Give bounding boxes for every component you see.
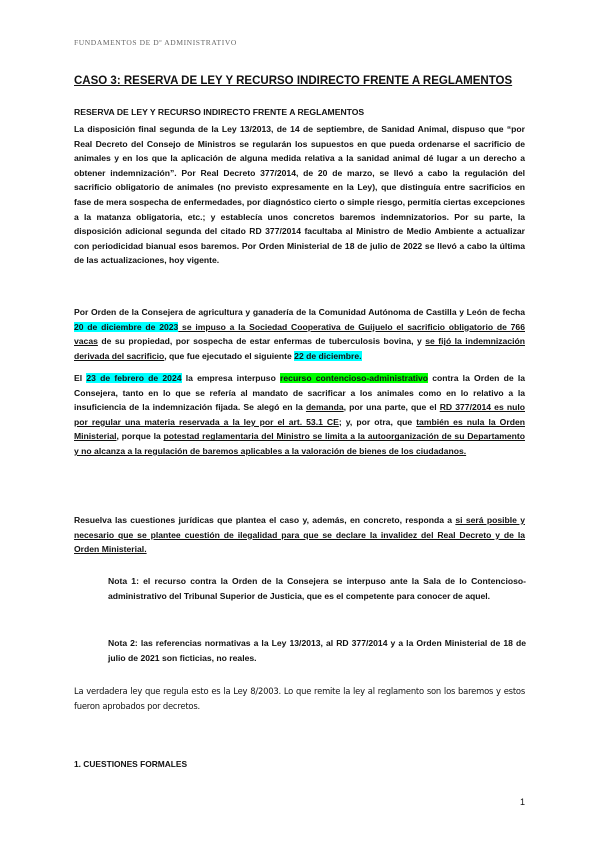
section-heading: 1. CUESTIONES FORMALES [74,759,188,769]
p4-a: Resuelva las cuestiones jurídicas que plantea el caso y, además, en concreto, responda a [74,515,456,525]
p3-a: El [74,373,87,383]
paragraph-question [74,513,525,557]
paragraph-appeal [74,371,525,459]
note-2-text: Nota 2: las referencias normativas a la Ley 13/2013, al RD 377/2014 y a la Orden Ministerial de 18 de julio de 2021 son ficticias, no reales. [108,638,526,663]
p2-date-highlight: 20 de diciembre de 2023 [74,321,179,332]
page-number: 1 [520,797,526,807]
p3-g: , por una parte, que el [343,402,440,413]
p3-e: contra la Orden de la Consejera, tanto en lo que se refería al mandato de sacrificar a los animales como en lo relativo a la insuficiencia de la indemnización fijada. Se alegó en la [74,373,525,413]
p3-i: ; y, por otra, que [338,416,417,427]
p2-d: de su propiedad, por sospecha de estar enfermas de tuberculosis bovina, y [97,336,426,347]
p2-execution-date-highlight: 22 de diciembre. [294,350,362,361]
p2-a: Por Orden de la Consejera de agricultura y ganadería de la Comunidad Autónoma de Castilla y León de fecha [74,307,525,317]
handwritten-annotation: La verdadera ley que regula esto es la Ley 8/2003. Lo que remite la ley al reglamento son los baremos y estos fueron aprobados por decretos. [74,686,525,711]
case-title: CASO 3: RESERVA DE LEY Y RECURSO INDIRECTO FRENTE A REGLAMENTOS [74,75,513,87]
paragraph-background-text: La disposición final segunda de la Ley 13/2013, de 14 de septiembre, de Sanidad Animal, dispuso que “por Real Decreto del Consejo de Ministros se regularán los supuestos en que pueda ordenarse el sacrificio de animales y en los que la aplicación de alguna medida relativa a la sanidad animal dé lugar a un derecho a obtener indemnización”. Por Real Decreto 377/2014, de 20 de marzo, se llevó a cabo la regulación del sacrificio obligatorio de animales (no previsto expresamente en la Ley), que distinguía entre sacrificios en fase de mera sospecha de enfermedades, por diagnóstico cierto o simple riesgo, permitía ciertas excepciones a la matanza obligatoria, etc.; y establecía unos concretos baremos indemnizatorios. Por su parte, la disposición adicional segunda del citado RD 377/2014 facultaba al Ministro de Medio Ambiente a actualizar con periodicidad bianual esos baremos. Por Orden Ministerial de 18 de julio de 2022 se llevó a cabo la última de las actualizaciones, hoy vigente. [74,124,525,266]
p3-date-highlight: 23 de febrero de 2024 [86,373,182,383]
p3-demanda-underline: demanda [305,402,344,413]
paragraph-order [74,305,525,363]
p2-indemnity-underline: se fijó la indemnización derivada del sacrificio [74,336,525,361]
section-subtitle: RESERVA DE LEY Y RECURSO INDIRECTO FRENTE A REGLAMENTOS [74,107,365,117]
p2-f: , que fue ejecutado el siguiente [164,350,295,361]
p3-potestad-underline: potestad reglamentaria del Ministro se limita a la autoorganización de su Departamento y no alcanza a la regulación de baremos aplicables a la valoración de bienes de los ciudadanos. [74,431,526,456]
p2-sacrifice-underline: se impuso a la Sociedad Cooperativa de Guijuelo el sacrificio obligatorio de 766 vacas [74,321,525,347]
running-header: FUNDAMENTOS DE Dº ADMINISTRATIVO [74,38,237,47]
note-2 [108,636,526,665]
p3-recurso-highlight: recurso contencioso-administrativo [280,373,428,383]
note-1 [108,574,526,603]
note-1-text: Nota 1: el recurso contra la Orden de la Consejera se interpuso ante la Sala de lo Contencioso-administrativo del Tribunal Superior de Justicia, que es el competente para conocer de aquel. [108,576,526,601]
paragraph-background [74,122,525,268]
p3-k: , porque la [116,431,164,442]
p3-orden-nula-underline: también es nula la Orden Ministerial [74,416,525,442]
p3-rd-nulo-underline: RD 377/2014 es nulo por regular una materia reservada a la ley por el art. 53.1 CE [74,402,525,427]
p4-question-underline: si será posible y necesario que se plantee cuestión de ilegalidad para que se declare la invalidez del Real Decreto y de la Orden Ministerial. [74,515,525,555]
p3-c: la empresa interpuso [181,373,281,383]
